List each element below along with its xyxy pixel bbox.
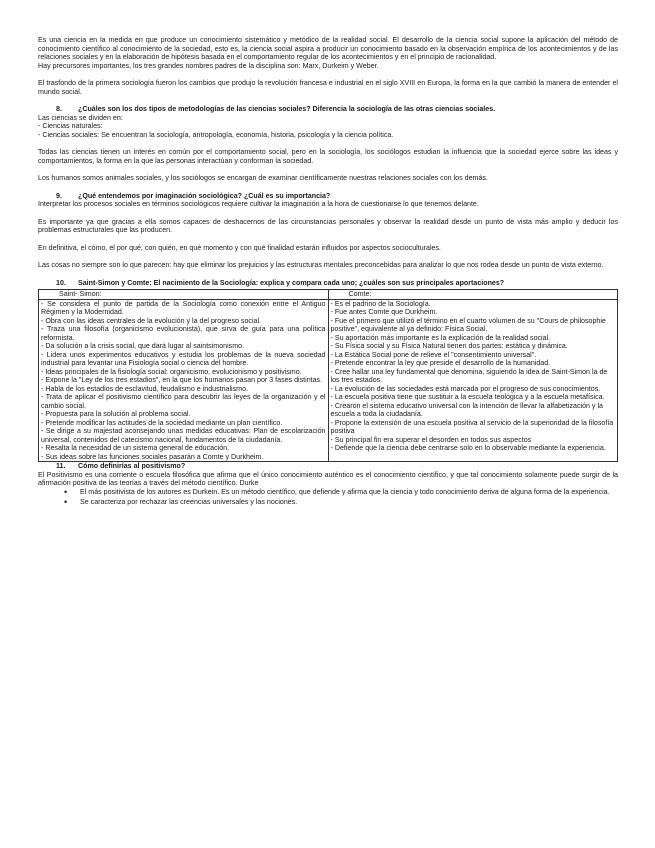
comte-item: - Su aportación más importante es la explicación de la realidad social.	[330, 333, 551, 342]
table-row	[39, 299, 618, 462]
saint-simon-item: - Propuesta para la solución al problema social.	[41, 410, 191, 418]
comte-item: - La evolución de las sociedades está marcada por el progreso de sus conocimientos.	[330, 384, 601, 393]
question-11-title: Cómo definirías al positivismo?	[78, 462, 186, 470]
saint-simon-item: - Trata de aplicar el positivismo científico para descubrir las leyes de la organización y el cambio social.	[41, 393, 326, 410]
saint-simon-item: - Da solución a la crisis social, que dará lugar al saintsimonismo.	[41, 342, 245, 350]
comte-item: - Fue el primero que utilizó el término en el cuarto volumen de su "Cours de philosophie positive", equivalente al ya definido: Física Social.	[330, 316, 606, 333]
q9-paragraph-3: En definitiva, el cómo, el por qué, con quién, en qué momento y con qué finalidad estarán influidos por aspectos socioculturales.	[38, 243, 442, 252]
list-item: • El más positivista de los autores es Durkein. Es un método científico, que defiende y afirma que la ciencia y todo conocimiento deriva de alguna forma de la experiencia.	[80, 488, 618, 497]
q8-line: - Ciencias sociales: Se encuentran la sociología, antropología, economía, historia, psicología y la ciencia política.	[38, 130, 394, 139]
saint-simon-item: - Resalta la necesidad de un sistema general de educación.	[41, 444, 230, 452]
saint-simon-item: - Habla de los estadios de esclavitud, feudalismo e industrialismo.	[41, 384, 249, 393]
question-10-number: 10.	[56, 278, 66, 287]
question-8-number: 8.	[56, 105, 62, 113]
q11-paragraph-1: El Positivismo es una corriente o escuela filosófica que afirma que el único conocimiento auténtico es el conocimiento científico, y que tal conocimiento solamente puede surgir de la afirmación positiva de las teorías a través del método científico. Durke	[38, 470, 618, 487]
table-header-comte: Comte:	[328, 290, 618, 300]
q8-paragraph-1: Todas las ciencias tienen un interés en común por el comportamiento social, pero en la sociología, los sociólogos estudian la influencia que la sociedad ejerce sobre las ideas y comportamientos, la forma en la que las personas interactúan y conforman la sociedad.	[38, 148, 618, 165]
question-8-heading	[38, 105, 618, 114]
comte-item: - Propone la extensión de una escuela positiva al servicio de la superioridad de la filosofía positiva	[330, 418, 614, 435]
q8-paragraph-2: Los humanos somos animales sociales, y los sociólogos se encargan de examinar científicamente nuestras relaciones sociales con los demás.	[38, 174, 488, 182]
q9-paragraph-4: Las cosas no siempre son lo que parecen: hay que eliminar los prejuicios y las estructuras mentales preconcebidas para analizar lo que nos rodea desde un punto de vista externo.	[38, 261, 604, 269]
intro-paragraph-3: El trasfondo de la primera sociología fueron los cambios que produjo la revolución francesa e industrial en el siglo XVIII en Europa, la forma en la que cambió la manera de entender el mundo social.	[38, 79, 618, 96]
saint-simon-item: - Obra con las ideas centrales de la evolución y la del progreso social.	[41, 316, 262, 325]
comte-item: - Defiende que la ciencia debe centrarse solo en lo observable mediante la experiencia.	[330, 444, 606, 452]
comte-item: - Pretende encontrar la ley que preside el desarrollo de la humanidad.	[330, 359, 551, 367]
saint-simon-item: - Pretende modificar las actitudes de la sociedad mediante un plan científico.	[41, 418, 283, 427]
list-item: • Se caracteriza por rechazar las creencias universales y las nociones.	[80, 498, 618, 507]
comte-item: - Su principal fin era superar el desorden en todos sus aspectos	[330, 435, 532, 444]
saint-simon-item: - Lidera unos experimentos educativos y estudia los problemas de la nueva sociedad industrial para levantar una Fisiología social o ciencia del hombre.	[41, 350, 326, 367]
saint-simon-column	[39, 299, 329, 462]
document-page	[38, 36, 618, 509]
comte-item: - Crearon el sistema educativo universal con la intención de llevar la alfabetización y la escuela a toda la ciudadanía.	[330, 401, 603, 418]
q11-bullet-list	[38, 488, 618, 507]
q8-line: - Ciencias naturales:	[38, 122, 103, 130]
comte-item: - Es el padrino de la Sociología.	[330, 299, 431, 308]
question-10-heading	[38, 279, 618, 288]
q8-line: Las ciencias se dividen en:	[38, 113, 123, 122]
saint-simon-item: - Se dirige a su majestad aconsejando unas medidas educativas: Plan de escolarización universal, contenidos del catecismo nacional, fundamentos de la ciudadanía.	[41, 427, 326, 444]
intro-paragraph-1: Es una ciencia en la medida en que produce un conocimiento sistemático y metódico de la realidad social. El desarrollo de la ciencia social supone la aplicación del método de conocimiento científico al conocimiento de la sociedad, esto es, la ciencia social aspira a producir un conocimiento basado en la observación empírica de los acontecimientos y de las relaciones sociales y en la elaboración de hipótesis basada en el comportamiento regular de los acontecimientos y en el principio de racionalidad.	[38, 36, 618, 61]
comte-item: - Fue antes Comte que Durkheim.	[330, 308, 438, 316]
comte-item: - La escuela positiva tiene que sustituir a la escuela teológica y a la escuela metafísica.	[330, 393, 605, 401]
saint-simon-item: - Expone la "Ley de los tres estadios", en la que los humanos pasan por 3 fases distintas.	[41, 376, 323, 384]
comte-item: - La Estática Social pone de relieve el "consentimiento universal".	[330, 350, 537, 359]
question-9-title: ¿Qué entendemos por imaginación sociológica? ¿Cuál es su importancia?	[78, 191, 331, 200]
question-9-number: 9.	[56, 191, 62, 200]
question-8-title: ¿Cuáles son los dos tipos de metodologías de las ciencias sociales? Diferencia la sociología de las otras ciencias sociales.	[78, 105, 496, 113]
comte-item: - Su Física social y su Física Natural tienen dos partes: estática y dinámica.	[330, 342, 568, 350]
question-11-number: 11.	[56, 462, 66, 470]
question-10-title: Saint-Simon y Comte: El nacimiento de la Sociología: explica y compara cada uno; ¿cuáles son sus principales aportaciones?	[78, 278, 505, 287]
saint-simon-item: - Ideas principales de la fisiología social: organicismo, evolucionismo y positivismo.	[41, 367, 302, 376]
question-9-heading	[38, 192, 618, 201]
saint-simon-item: - Sus ideas sobre las funciones sociales pasarán a Comte y Durkheim.	[41, 452, 264, 461]
table-header-saint-simon: Saint- Simon:	[39, 290, 329, 300]
comparison-table	[38, 289, 618, 462]
comte-column	[328, 299, 618, 462]
q9-paragraph-2: Es importante ya que gracias a ella somos capaces de deshacernos de las circunstancias personales y observar la realidad desde un punto de vista más amplio y deducir los problemas estructurales que las producen.	[38, 217, 618, 234]
saint-simon-item: - Traza una filosofía (organicismo evolucionista), que sirva de guía para una política reformista.	[41, 325, 326, 342]
intro-paragraph-2: Hay precursores importantes, los tres grandes nombres padres de la disciplina son: Marx, Durkeim y Weber.	[38, 61, 379, 70]
saint-simon-item: - Se considera el punto de partida de la Sociología como conexión entre el Antiguo Régimen y la Modernidad.	[41, 299, 326, 316]
table-header-row	[39, 290, 618, 300]
q9-paragraph-1: Interpretar los procesos sociales en términos sociológicos requiere cultivar la imaginación a la hora de cuestionarse lo que tenemos delante.	[38, 200, 479, 208]
comte-item: - Cree hallar una ley fundamental que denomina, siguiendo la idea de Saint-Simon la de los tres estados.	[330, 367, 608, 384]
question-11-heading	[38, 462, 618, 471]
